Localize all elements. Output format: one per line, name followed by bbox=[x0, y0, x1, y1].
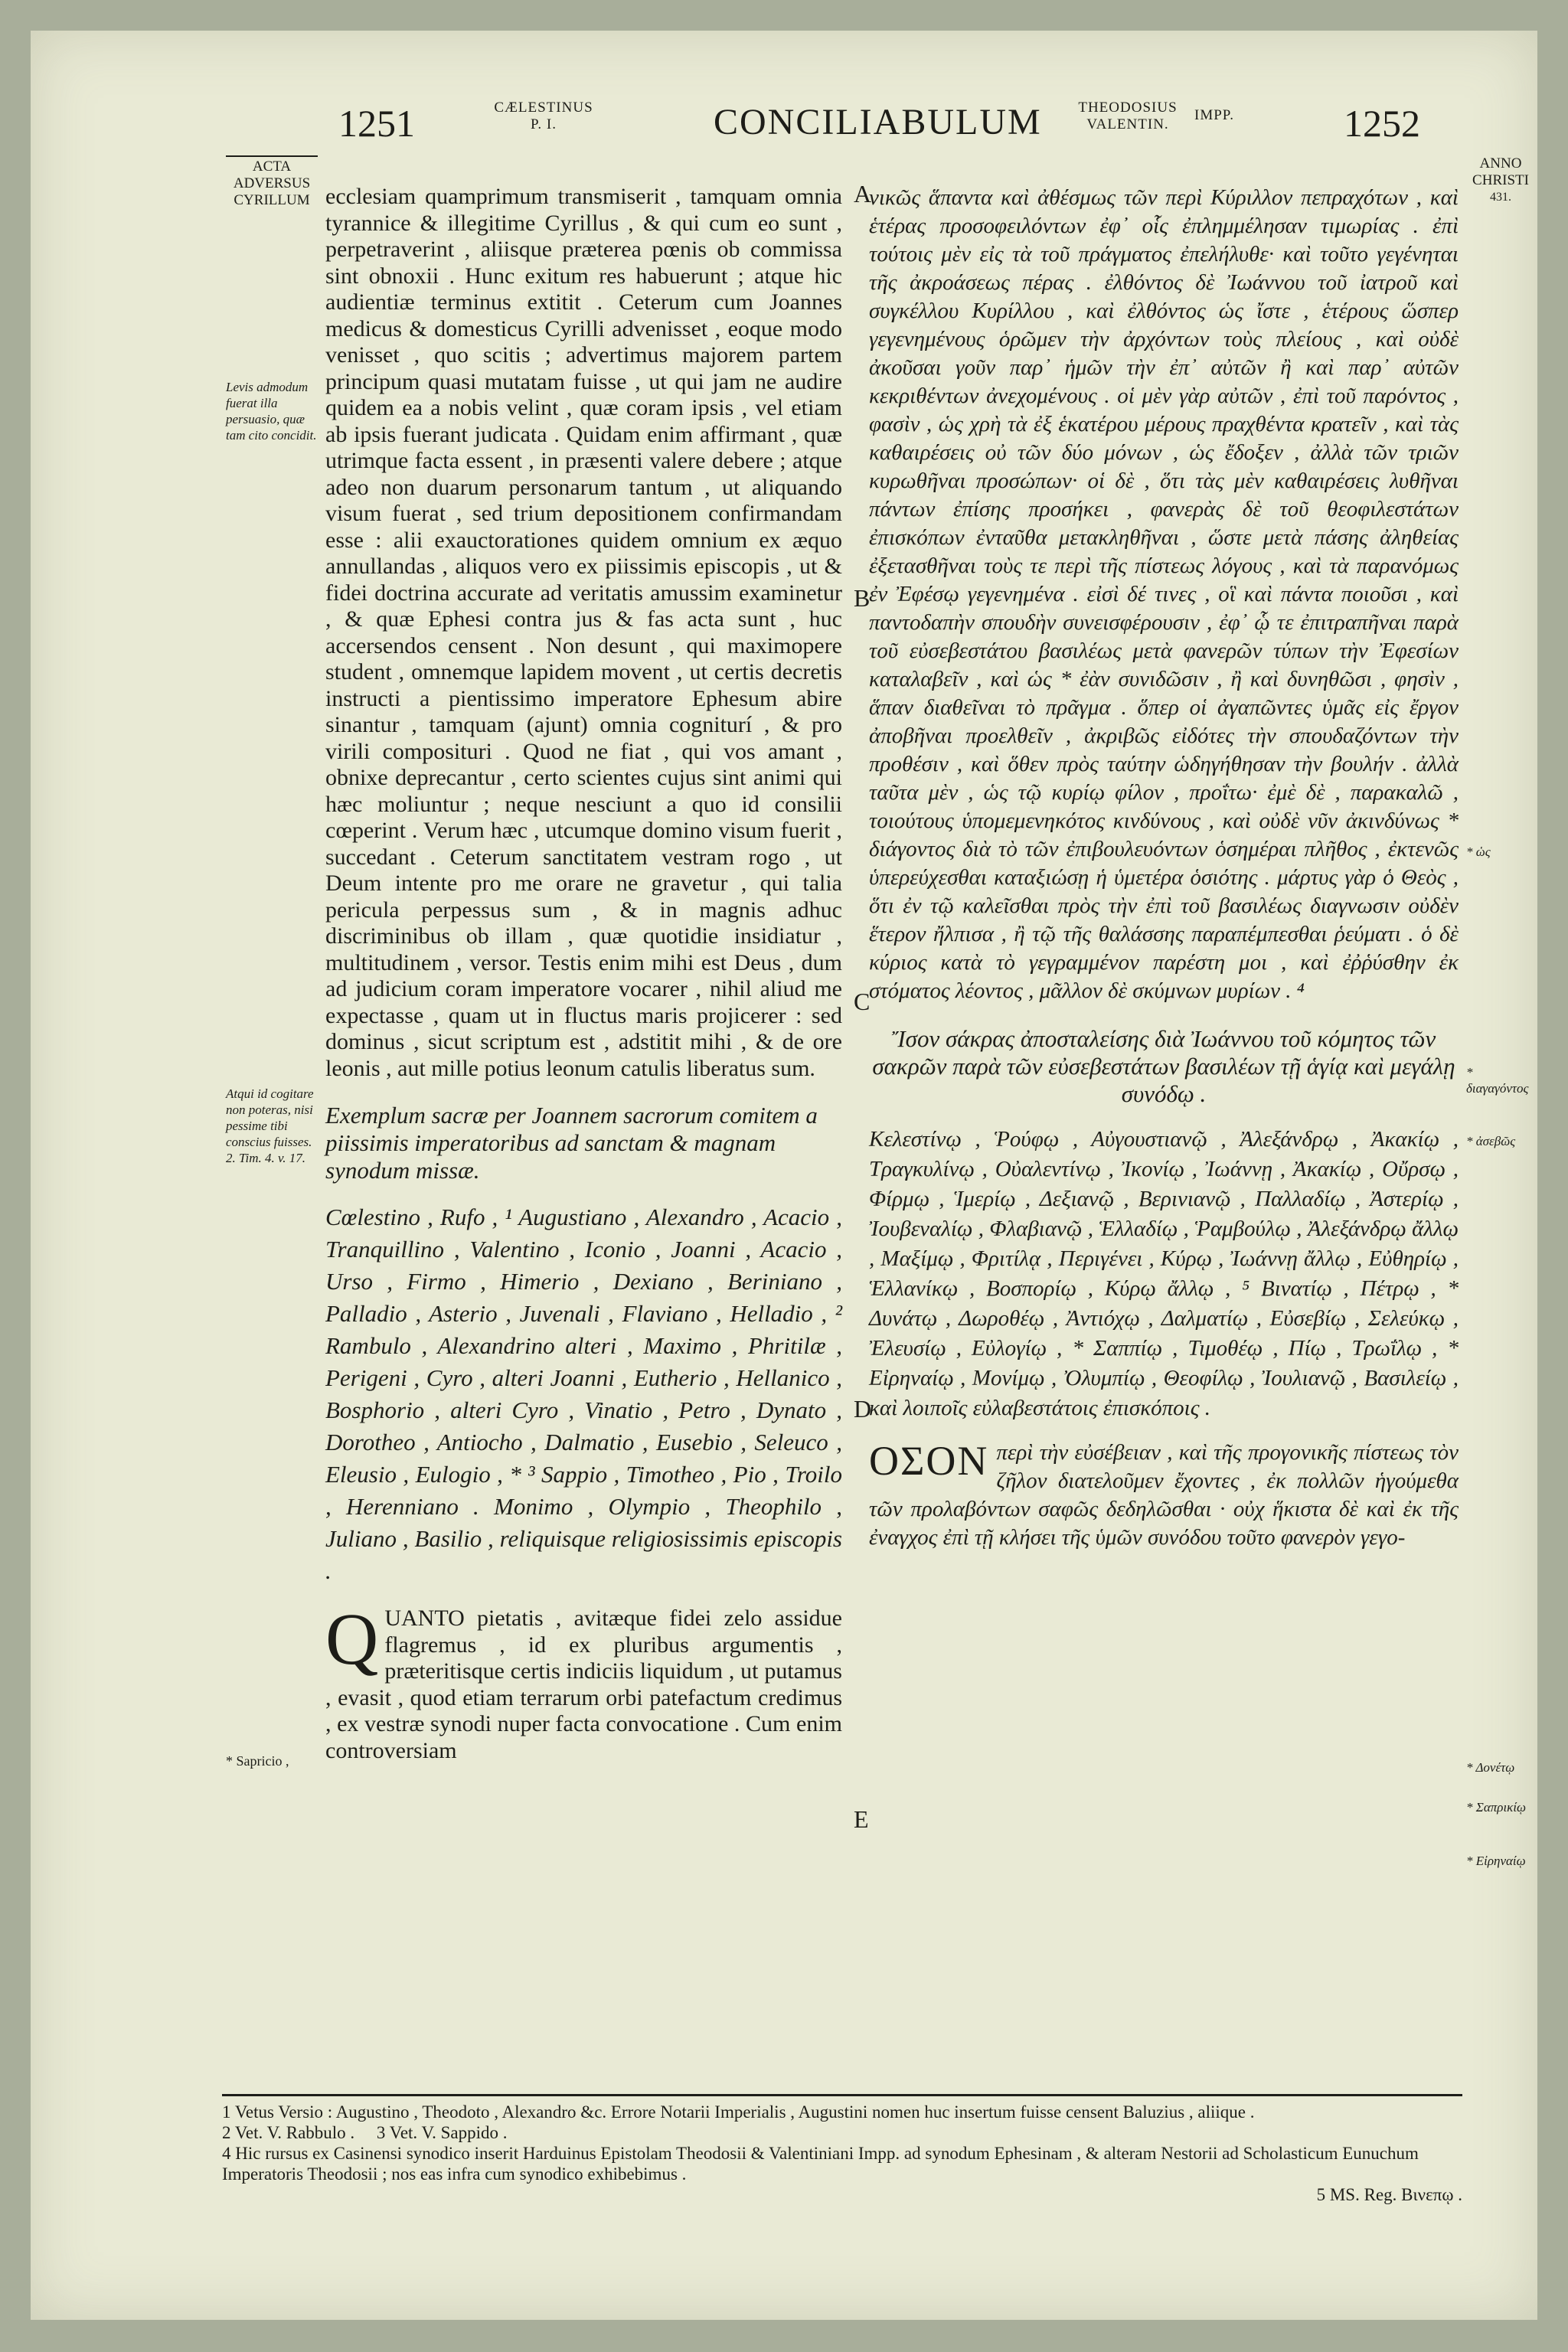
greek-final-text: περὶ τὴν εὐσέβειαν , καὶ τῆς προγονικῆς πίστεως τὸν ζῆλον διατελοῦμεν ἔχοντες , ἐκ πολλῶν ἡγούμεθα τῶν προλαβόντων σαφῶς δεδηλῶσθαι · οὐχ ἥκιστα δὲ καὶ ἐκ τῆς ἐναγχος ἐπὶ τῇ κλήσει τῆς ὑμῶν συνόδου τοῦτο φανερὸν γεγο- bbox=[869, 1440, 1459, 1550]
latin-paragraph: ecclesiam quamprimum transmiserit , tamquam omnia tyrannice & illegitime Cyrillus , & qui cum eo sunt , perpetraverint , aliisque præterea pœnis ob commissa sint obnoxii . Hunc exitum res habuerunt ; atque hic audientiæ terminus extitit . Ceterum cum Joannes medicus & domesticus Cyrilli advenisset , eoque modo venisset , quo scitis ; advertimus majorem partem principum quasi mutatam fuisse , ut qui jam ne audire quidem ea a nobis velint , quæ coram ipsis , vel etiam ab ipsis fuerant judicata . Quidam enim affirmant , quæ utrimque facta essent , in præsenti valere debere ; atque adeo non duarum personarum tantum , ut aliquando visum fuerat , sed trium depositionem confirmandam esse : alii exauctorationes quidem omnium ex æquo annullandas , aliquos vero ex piissimis episcopis , ut & fidei doctrina accurate ad veritatis amussim examinetur , & quæ Ephesi contra jus & fas acta sunt , huc accersendos censent . Non desunt , qui maximopere student , omnemque lapidem movent , ut certis decretis instructi a pientissimo imperatore Ephesum abire sinantur , tamquam (ajunt) omnia cogniturí , & pro virili composituri . Quod ne fiat , qui vos amant , obnixe deprecantur , certo scientes cujus sint animi qui hæc moliuntur ; neque nesciunt a quo id consilii cœperint . Verum hæc , utcumque domino visum fuerit , succedant . Ceterum sanctitatem vestram rogo , ut Deum intente pro me orare ne gravetur , qui talia pericula perpessus sum , & in magnis adhuc discriminibus ob illam , quæ quotidie insidiatur , multitudinem , versor. Testis enim mihi est Deus , dum ad judicium coram imperatore vocarer , nihil aliud me expectasse , quam ut in fluctus maris projicerer : sed dominus , sicut scriptum est , adstitit mihi , & de ore leonis , aut mille potius leonum catulis liberatus sum. bbox=[325, 184, 842, 1081]
section-letter-c: C bbox=[854, 988, 871, 1015]
header-valentin: VALENTIN. bbox=[1086, 116, 1169, 132]
header-pope: P. I. bbox=[530, 116, 557, 132]
header-caelestinus bbox=[471, 100, 616, 133]
sidenote-levis: Levis admodum fuerat illa persuasio, quæ tam cito concidit. bbox=[226, 380, 317, 443]
greek-subheading: Ἴσον σάκρας ἀποσταλείσης διὰ Ἰωάννου τοῦ κόμητος τῶν σακρῶν παρὰ τῶν εὐσεβεστάτων βασιλέων τῇ ἁγίᾳ καὶ μεγάλῃ συνόδῳ . bbox=[872, 1025, 1455, 1107]
sidenote-acta-line1: ACTA bbox=[252, 158, 292, 175]
sidenote-acta bbox=[226, 155, 318, 209]
running-title: CONCILIABULUM bbox=[714, 102, 1042, 142]
latin-final-text: UANTO pietatis , avitæque fidei zelo assidue flagremus , id ex pluribus argumentis , præteritisque certis indiciis liquidum , ut putamus , evasit , quod etiam terrarum orbi patefactum credimus , ex vestræ synodi nuper facta convocatione . Cum enim controversiam bbox=[325, 1606, 842, 1763]
footnotes bbox=[222, 2102, 1462, 2205]
sidenote-acta-line2: ADVERSUS bbox=[233, 175, 311, 191]
header-caelestinus-name: CÆLESTINUS bbox=[494, 100, 593, 116]
footnote-2: 2 Vet. V. Rabbulo . bbox=[222, 2123, 355, 2142]
sidenote-anno-line3: 431. bbox=[1490, 191, 1511, 204]
footnote-2-3 bbox=[222, 2122, 1462, 2143]
section-letter-e: E bbox=[854, 1805, 869, 1833]
sidenote-anno-line1: ANNO bbox=[1479, 155, 1522, 172]
page-number-left: 1251 bbox=[338, 102, 415, 145]
greek-addressee-list: Κελεστίνῳ , Ῥούφῳ , Αὐγουστιανῷ , Ἀλεξάνδρῳ , Ἀκακίῳ , Τραγκυλίνῳ , Οὐαλεντίνῳ , Ἰκονίῳ , Ἰωάννῃ , Ἀκακίῳ , Οὔρσῳ , Φίρμῳ , Ἱμερίῳ , Δεξιανῷ , Βερινιανῷ , Παλλαδίῳ , Ἀστερίῳ , Ἰουβεναλίῳ , Φλαβιανῷ , Ἑλλαδίῳ , Ῥαμβούλῳ , Ἀλεξάνδρῳ ἄλλῳ , Μαξίμῳ , Φριτίλᾳ , Περιγένει , Κύρῳ , Ἰωάννῃ ἄλλῳ , Εὐθηρίῳ , Ἑλλανίκῳ , Βοσπορίῳ , Κύρῳ ἄλλῳ , ⁵ Βινατίῳ , Πέτρῳ , * Δυνάτῳ , Δωροθέῳ , Ἀντιόχῳ , Δαλματίῳ , Εὐσεβίῳ , Σελεύκῳ , Ἐλευσίῳ , Εὐλογίῳ , * Σαππίῳ , Τιμοθέῳ , Πίῳ , Τρωΐλῳ , * Εἰρηναίῳ , Μονίμῳ , Ὀλυμπίῳ , Θεοφίλῳ , Ἰουλιανῷ , Βασιλείῳ , καὶ λοιποῖς εὐλαβεστάτοις ἐπισκόποις . bbox=[869, 1127, 1459, 1420]
sidenote-atqui: Atqui id cogitare non poteras, nisi pessime tibi conscius fuisses. 2. Tim. 4. v. 17. bbox=[226, 1086, 314, 1165]
footnote-3: 3 Vet. V. Sappido . bbox=[376, 2123, 508, 2142]
sidenote-asebos: * ἀσεβῶς bbox=[1466, 1134, 1516, 1148]
greek-column bbox=[869, 184, 1459, 1552]
section-letter-b: B bbox=[854, 584, 871, 612]
sidenote-anno-line2: CHRISTI bbox=[1472, 172, 1529, 188]
header-theodosius-name: THEODOSIUS bbox=[1078, 100, 1178, 116]
footnote-4: 4 Hic rursus ex Casinensi synodico inserit Harduinus Epistolam Theodosii & Valentiniani Impp. ad synodum Ephesinam , & alteram Nestorii ad Scholasticum Eunuchum Imperatoris Theodosii ; nos eas infra cum synodico exhibebimus . bbox=[222, 2144, 1419, 2184]
section-letter-a: A bbox=[854, 180, 872, 207]
footnote-1: 1 Vetus Versio : Augustino , Theodoto , Alexandro &c. Errore Notarii Imperialis , Augustini nomen huc insertum fuisse censent Baluzius , aliique . bbox=[222, 2102, 1255, 2122]
footnote-5: 5 MS. Reg. Βινεπῳ . bbox=[1316, 2185, 1462, 2204]
header-theodosius bbox=[1055, 100, 1200, 133]
footnote-rule bbox=[222, 2094, 1462, 2096]
greek-paragraph: νικῶς ἅπαντα καὶ ἀθέσμως τῶν περὶ Κύριλλον πεπραχότων , καὶ ἑτέρας προσοφειλόντων ἐφ᾽ οἷς ἐπλημμέλησαν τιμωρίας . ἐπὶ τούτοις μὲν εἰς τὰ τοῦ πράγματος ἐπελήλυθε· καὶ τοῦτο γεγένηται τῆς ἀκροάσεως πέρας . ἐλθόντος δὲ Ἰωάννου τοῦ ἰατροῦ καὶ συγκέλλου Κυρίλλου , καὶ ἐλθόντος ὡς ἴστε , ἑτέρους ὥσπερ γεγενημένους ὁρῶμεν τὴν ἀρχόντων τοὺς πλείους , καὶ οὐδὲ ἀκοῦσαι γοῦν παρ᾽ ἡμῶν τὴν ἐπ᾽ αὐτῶν ἢ καὶ παρ᾽ αὐτῶν κεκριθέντων ἀνεχομένους . οἱ μὲν γὰρ αὐτῶν , ἐπὶ τοῦ παρόντος , φασὶν , ὡς χρὴ τὰ ἐξ ἑκατέρου μέρους πραχθέντα κρατεῖν , καὶ τὰς καθαιρέσεις οὐ τῶν δύο μόνων , ὡς ἔδοξεν , ἀλλὰ τῶν τριῶν κυρωθῆναι προσώπων· οἱ δὲ , ὅτι τὰς μὲν καθαιρέσεις λυθῆναι πάντων ἐπίσης προσήκει , φανερὰς δὲ τοῦ θεοφιλεστάτων ἐπισκόπων ἐνταῦθα μετακληθῆναι , ὥστε μετὰ πάσης ἀληθείας ἐξετασθῆναι τοὺς τε περὶ τῆς πίστεως λόγους , καὶ τὰ παρανόμως ἐν Ἐφέσῳ γεγενημένα . εἰσὶ δέ τινες , οἳ καὶ πάντα ποιοῦσι , καὶ παντοδαπὴν σπουδὴν συνεισφέρουσιν , ἐφ᾽ ᾧ τε ἐπιτραπῆναι παρὰ τοῦ εὐσεβεστάτου βασιλέως μετὰ φανερῶν τύπων τὴν Ἐφεσίων καταλαβεῖν , καὶ ὡς * ἐὰν συνιδῶσιν , ἢ καὶ δυνηθῶσι , φησὶν , ἅπαν διαθεῖναι τὸ πρᾶγμα . ὅπερ οἱ ἀγαπῶντες ὑμᾶς εἰς ἔργον ἀποβῆναι προελθεῖν , ἀκριβῶς εἰδότες τὴν σπουδαζόντων τὴν προθέσιν , καὶ ὅθεν πρὸς ταύτην ὡδηγήθησαν τὴν βουλήν . ἀλλὰ ταῦτα μὲν , ὡς τῷ κυρίῳ φίλον , προΐτω· ἐμὲ δὲ , παρακαλῶ , τοιούτους ὑπομεμενηκότος κινδύνους , καὶ οὐδὲ νῦν ἀκινδύνως * διάγοντος διὰ τὸ τῶν ἐπιβουλευόντων ὁσημέραι πλῆθος , ἐκτενῶς ὑπερεύχεσθαι καταξιώσῃ ἡ ὑμετέρα ὁσιότης . μάρτυς γὰρ ὁ Θεὸς , ὅτι ἐν τῷ καλεῖσθαι πρὸς τὴν ἐπὶ τοῦ βασιλέως διαγνωσιν οὐδὲν ἕτερον ἤλπισα , ἢ τῷ τῆς θαλάσσης παραπέμπεσθαι ῥεύματι . ὁ δὲ κύριος κατὰ τὸ γεγραμμένον παρέστη μοι , καὶ ἐῤῥύσθην ἐκ στόματος λέοντος , μᾶλλον δὲ σκύμνων μυρίων . ⁴ bbox=[869, 185, 1459, 1003]
latin-column bbox=[325, 184, 842, 1764]
page-number-right: 1252 bbox=[1344, 102, 1420, 145]
sidenote-ws: * ὡς bbox=[1466, 844, 1491, 859]
sidenote-diagontos: * διαγαγόντος bbox=[1466, 1065, 1529, 1096]
greek-final-paragraph bbox=[869, 1439, 1459, 1552]
sidenote-anno bbox=[1466, 155, 1535, 206]
book-page bbox=[31, 31, 1537, 2320]
latin-final-paragraph bbox=[325, 1598, 842, 1764]
section-letter-d: D bbox=[854, 1395, 872, 1423]
latin-addressee-list: Cœlestino , Rufo , ¹ Augustiano , Alexandro , Acacio , Tranquillino , Valentino , Iconio , Joanni , Acacio , Urso , Firmo , Himerio , Dexiano , Beriniano , Palladio , Asterio , Juvenali , Flaviano , Helladio , ² Rambulo , Alexandrino alteri , Maximo , Phritilæ , Perigeni , Cyro , alteri Joanni , Eutherio , Hellanico , Bosphorio , alteri Cyro , Vinatio , Petro , Dynato , Dorotheo , Antiocho , Dalmatio , Eusebio , Seleuco , Eleusio , Eulogio , * ³ Sappio , Timotheo , Pio , Troilo , Herenniano . Monimo , Olympio , Theophilo , Juliano , Basilio , reliquisque religiosissimis episcopis . bbox=[325, 1204, 842, 1584]
sidenote-donety: * Δονέτῳ bbox=[1466, 1760, 1515, 1775]
latin-drop-cap: Q bbox=[325, 1598, 379, 1680]
latin-subheading: Exemplum sacræ per Joannem sacrorum comitem a piissimis imperatoribus ad sanctam & magnam synodum missæ. bbox=[325, 1102, 818, 1184]
sidenote-acta-line3: CYRILLUM bbox=[234, 192, 310, 208]
sidenote-eirinaio: * Εἰρηναίῳ bbox=[1466, 1854, 1526, 1868]
greek-drop-word: ΟΣΟΝ bbox=[869, 1438, 989, 1484]
header-impp: IMPP. bbox=[1194, 107, 1234, 123]
sidenote-sapricio: * Sapricio , bbox=[226, 1753, 289, 1769]
sidenote-saprikio: * Σαπρικίῳ bbox=[1466, 1800, 1527, 1815]
